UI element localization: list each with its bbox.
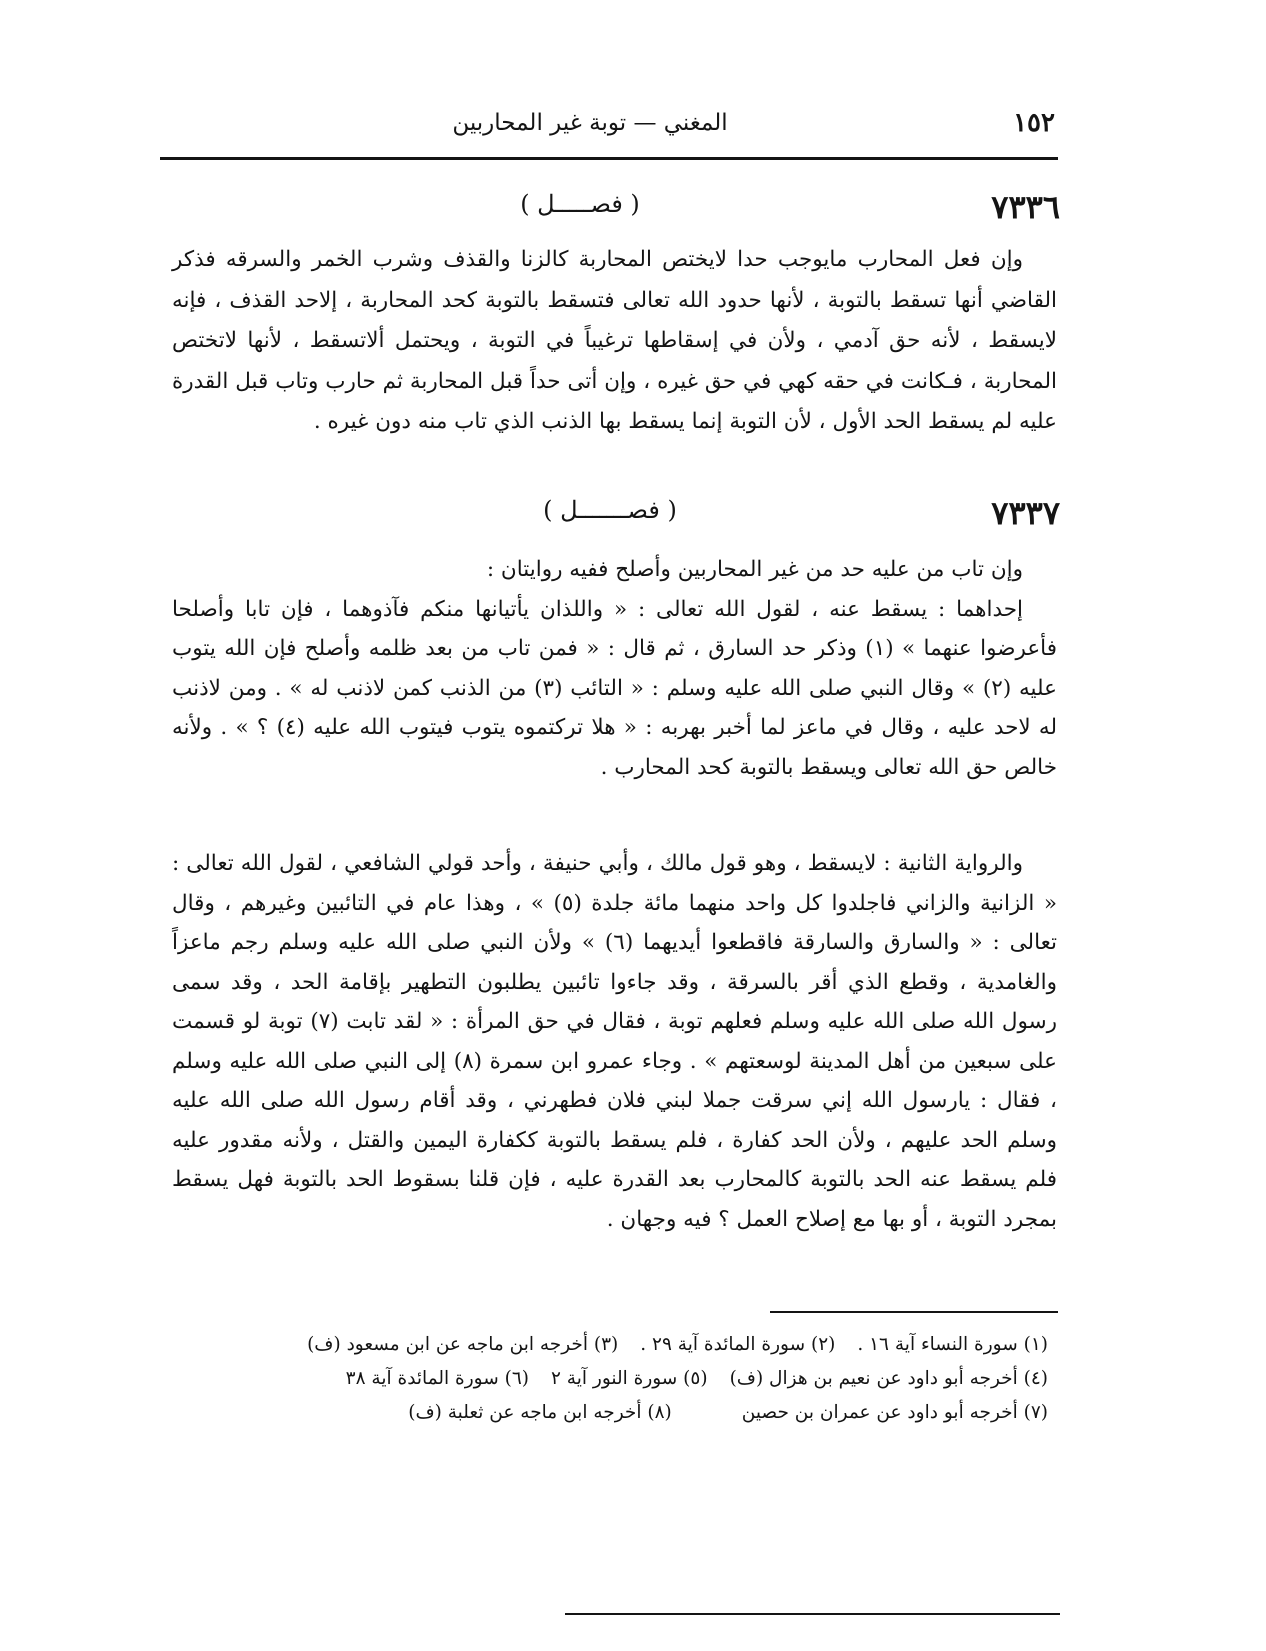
footnote-rule <box>770 1311 1058 1313</box>
footnote: (٢) سورة المائدة آية ٢٩ . <box>640 1334 836 1355</box>
page-number: ١٥٢ <box>1013 108 1055 138</box>
footnote: (١) سورة النساء آية ١٦ . <box>857 1334 1048 1355</box>
footnote: (٦) سورة المائدة آية ٣٨ <box>345 1368 529 1389</box>
paragraph: وإن تاب من عليه حد من غير المحاربين وأصلح ففيه روايتان : <box>486 557 1023 582</box>
footnote-line <box>200 1396 1048 1430</box>
bottom-rule <box>565 1613 1060 1615</box>
footnote: (٥) سورة النور آية ٢ <box>550 1368 708 1389</box>
section-body <box>172 844 1057 1239</box>
footnote-line <box>200 1328 1048 1362</box>
paragraph: وإن فعل المحارب مايوجب حدا لايختص المحاربة كالزنا والقذف وشرب الخمر والسرقه فذكر القاضي أنها تسقط بالتوبة ، لأنها حدود الله تعالى فتسقط بالتوبة كحد المحاربة ، إلاحد القذف ، فإنه لايسقط ، لأنه حق آدمي ، ولأن في إسقاطها ترغيباً في التوبة ، ويحتمل ألاتسقط ، لأنها لاتختص المحاربة ، فـكانت في حقه كهي في حق غيره ، وإن أتى حداً قبل المحاربة ثم حارب وتاب قبل القدرة عليه لم يسقط الحد الأول ، لأن التوبة إنما يسقط بها الذنب الذي تاب منه دون غيره . <box>172 247 1057 434</box>
section-body <box>172 550 1057 787</box>
section-heading: ( فصـــــل ) <box>520 190 640 218</box>
section-number: ٧٣٣٧ <box>991 494 1060 532</box>
paragraph: إحداهما : يسقط عنه ، لقول الله تعالى : « واللذان يأتيانها منكم فآذوهما ، فإن تابا وأصلحا فأعرضوا عنهما » (١) وذكر حد السارق ، ثم قال : « فمن تاب من بعد ظلمه وأصلح فإن الله يتوب عليه (٢) » وقال النبي صلى الله عليه وسلم : « التائب (٣) من الذنب كمن لاذنب له » . ومن لاذنب له لاحد عليه ، وقال في ماعز لما أخبر بهربه : « هلا تركتموه يتوب فيتوب الله عليه (٤) ؟ » . ولأنه خالص حق الله تعالى ويسقط بالتوبة كحد المحارب . <box>172 596 1058 780</box>
running-title: المغني — توبة غير المحاربين <box>452 110 728 136</box>
paragraph: والرواية الثانية : لايسقط ، وهو قول مالك ، وأبي حنيفة ، وأحد قولي الشافعي ، لقول الله تعالى : « الزانية والزاني فاجلدوا كل واحد منهما مائة جلدة (٥) » ، وهذا عام في التائبين وغيرهم ، وقال تعالى : « والسارق والسارقة فاقطعوا أيديهما (٦) » ولأن النبي صلى الله عليه وسلم رجم ماعزاً والغامدية ، وقطع الذي أقر بالسرقة ، وقد جاءوا تائبين يطلبون التطهير بإقامة الحد ، وقد سمى رسول الله صلى الله عليه وسلم فعلهم توبة ، فقال في حق المرأة : « لقد تابت (٧) توبة لو قسمت على سبعين من أهل المدينة لوسعتهم » . وجاء عمرو ابن سمرة (٨) إلى النبي صلى الله عليه وسلم ، فقال : يارسول الله إني سرقت جملا لبني فلان فطهرني ، وقد أقام رسول الله صلى الله عليه وسلم الحد عليهم ، ولأن الحد كفارة ، فلم يسقط بالتوبة ككفارة اليمين والقتل ، ولأنه مقدور عليه فلم يسقط عنه الحد بالتوبة كالمحارب بعد القدرة عليه ، فإن قلنا بسقوط الحد بالتوبة فهل يسقط بمجرد التوبة ، أو بها مع إصلاح العمل ؟ فيه وجهان . <box>172 851 1057 1232</box>
footnotes <box>200 1328 1048 1430</box>
footnote: (٤) أخرجه أبو داود عن نعيم بن هزال (ف) <box>729 1368 1048 1389</box>
section-body <box>172 240 1057 443</box>
footnote-line <box>200 1362 1048 1396</box>
header-rule <box>160 157 1058 160</box>
footnote: (٧) أخرجه أبو داود عن عمران بن حصين <box>741 1402 1048 1423</box>
section-heading: ( فصـــــــل ) <box>543 496 677 524</box>
footnote: (٨) أخرجه ابن ماجه عن ثعلبة (ف) <box>408 1402 672 1423</box>
footnote: (٣) أخرجه ابن ماجه عن ابن مسعود (ف) <box>307 1334 619 1355</box>
section-number: ٧٣٣٦ <box>991 188 1060 226</box>
